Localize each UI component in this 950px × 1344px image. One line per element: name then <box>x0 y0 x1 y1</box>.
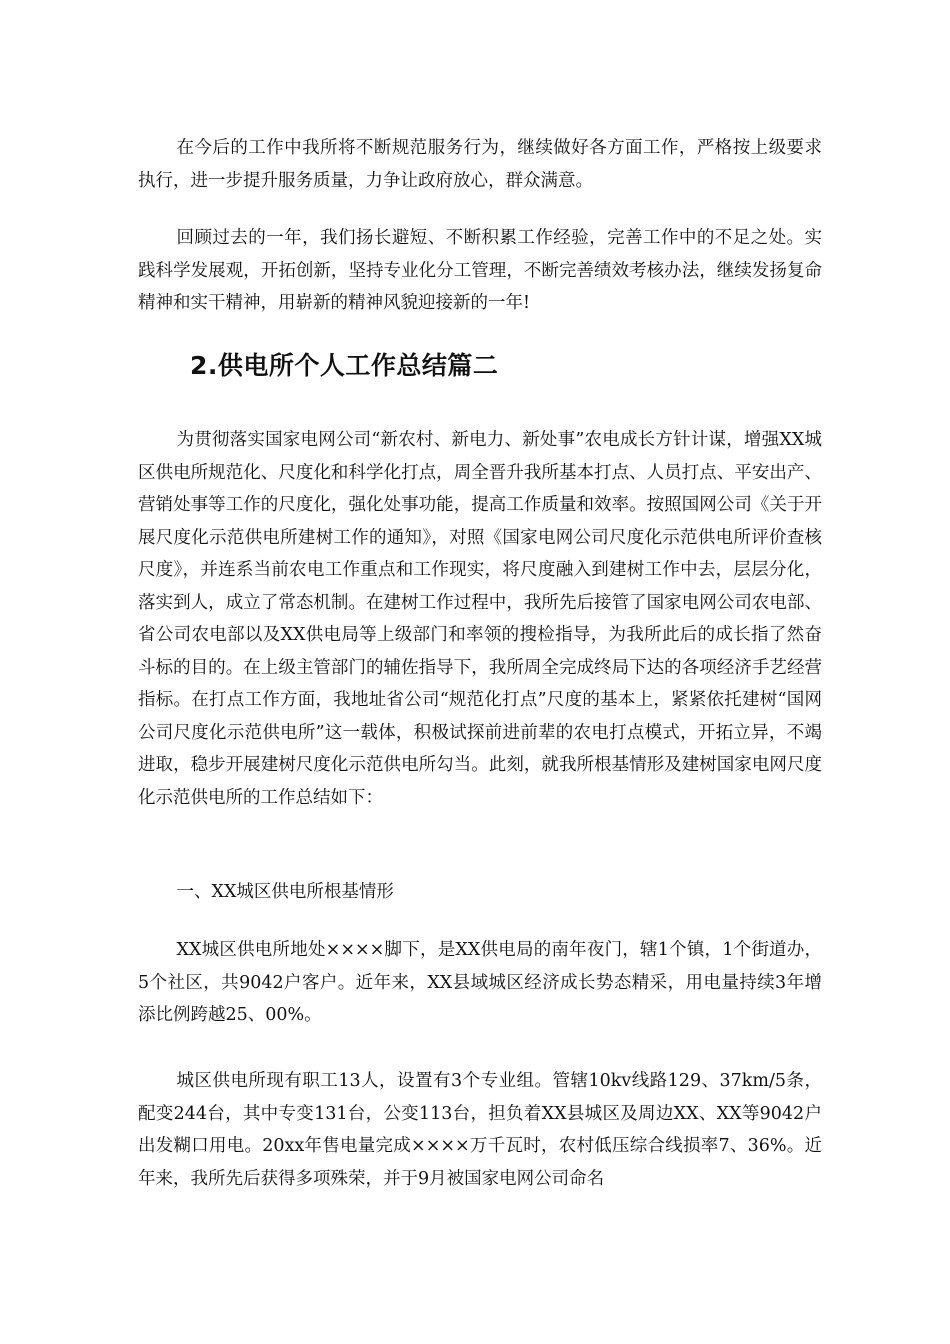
subsection-heading: 一、XX城区供电所根基情形 <box>176 882 394 902</box>
section-heading: 2.供电所个人工作总结篇二 <box>190 351 499 380</box>
paragraph-staff-and-lines: 城区供电所现有职工13人，设置有3个专业组。管辖10kv线路129、37km/5条，配变244台，其中专变131台，公变113台，担负着XX县城区及周边XX、XX等9042户出发糊口用电。20xx年售电量完成××××万千瓦时，农村低压综合线损率7、36%。近年来，我所先后获得多项殊荣，并于9月被国家电网公司命名 <box>138 1071 822 1189</box>
paragraph-future-work: 在今后的工作中我所将不断规范服务行为，继续做好各方面工作，严格按上级要求执行，进一步提升服务质量，力争让政府放心，群众满意。 <box>138 138 822 191</box>
paragraph-intro: 为贯彻落实国家电网公司“新农村、新电力、新处事”农电成长方针计谋，增强XX城区供电所规范化、尺度化和科学化打点，周全晋升我所基本打点、人员打点、平安出产、营销处事等工作的尺度化，强化处事功能，提高工作质量和效率。按照国网公司《关于开展尺度化示范供电所建树工作的通知》，对照《国家电网公司尺度化示范供电所评价查核尺度》，并连系当前农电工作重点和工作现实，将尺度融入到建树工作中去，层层分化，落实到人，成立了常态机制。在建树工作过程中，我所先后接管了国家电网公司农电部、省公司农电部以及XX供电局等上级部门和率领的搜检指导，为我所此后的成长指了然奋斗标的目的。在上级主管部门的辅佐指导下，我所周全完成终局下达的各项经济手艺经营指标。在打点工作方面，我地址省公司“规范化打点”尺度的基本上，紧紧依托建树“国网公司尺度化示范供电所”这一载体，积极试探前进前辈的农电打点模式，开拓立异，不竭进取，稳步开展建树尺度化示范供电所勾当。此刻，就我所根基情形及建树国家电网尺度化示范供电所的工作总结如下： <box>138 430 822 808</box>
paragraph-basic-situation: XX城区供电所地处××××脚下，是XX供电局的南年夜门，辖1个镇，1个街道办，5个社区，共9042户客户。近年来，XX县域城区经济成长势态精采，用电量持续3年增添比例跨越25、00%。 <box>138 940 822 1025</box>
paragraph-review: 回顾过去的一年，我们扬长避短、不断积累工作经验，完善工作中的不足之处。实践科学发展观，开拓创新，坚持专业化分工管理，不断完善绩效考核办法，继续发扬复命精神和实干精神，用崭新的精神风貌迎接新的一年! <box>138 228 822 313</box>
